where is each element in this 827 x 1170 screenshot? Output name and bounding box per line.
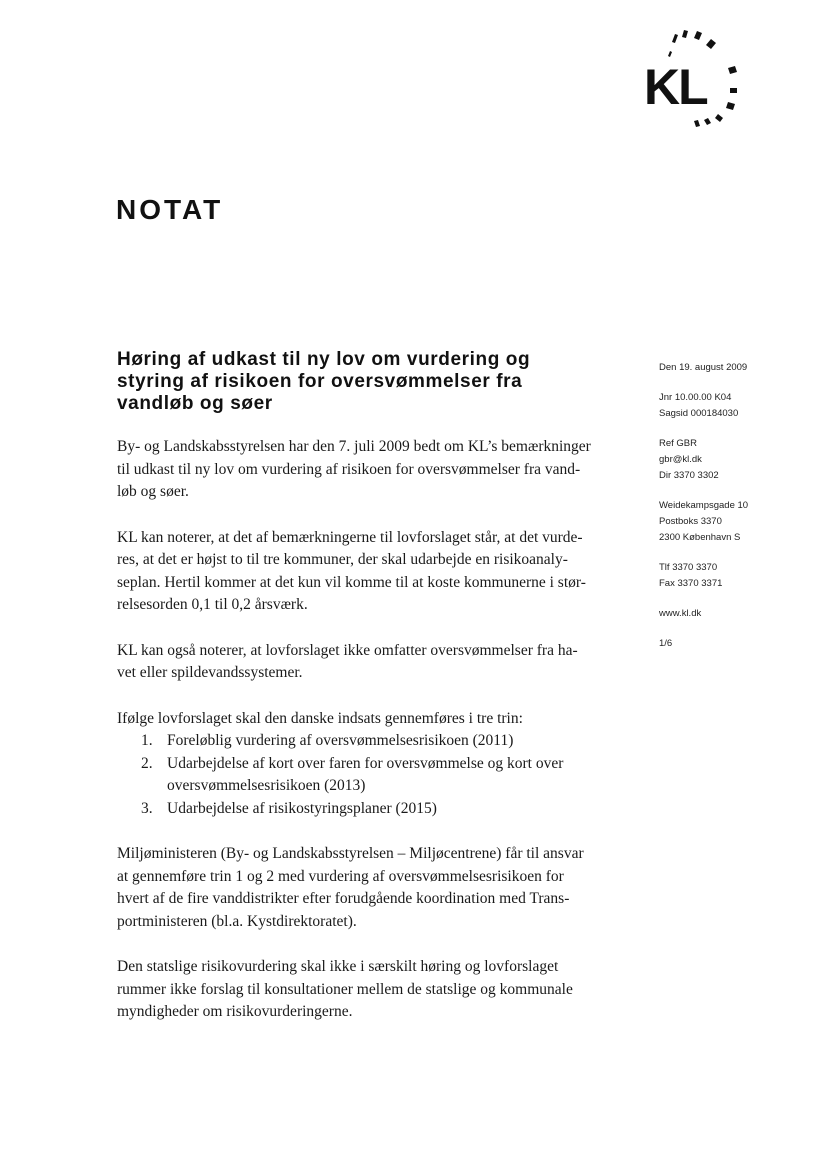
sidebar-metadata (659, 360, 799, 666)
list-item-number: 2. (141, 754, 153, 772)
paragraph-line: Ifølge lovforslaget skal den danske indsats gennemføres i tre trin: (117, 709, 523, 727)
street: Weidekampsgade 10 (659, 500, 749, 511)
paragraph (117, 640, 637, 685)
paragraph-line: til udkast til ny lov om vurdering af risikoen for oversvømmelser fra vand- (117, 460, 581, 478)
paragraph-line: løb og søer. (117, 483, 189, 500)
list-item (117, 798, 637, 821)
direct-phone: Dir 3370 3302 (659, 470, 719, 481)
heading-line: Høring af udkast til ny lov om vurdering og (117, 349, 531, 370)
list-item-text: Udarbejdelse af risikostyringsplaner (2015) (167, 799, 437, 817)
steps-intro (117, 708, 637, 731)
paragraph-line: By- og Landskabsstyrelsen har den 7. juli 2009 bedt om KL’s bemærkninger (117, 438, 591, 455)
paragraph (117, 843, 637, 933)
website: www.kl.dk (659, 608, 702, 619)
kl-logo (640, 28, 750, 133)
paragraph-line: Miljøministeren (By- og Landskabsstyrelsen – Miljøcentrene) får til ansvar (117, 845, 584, 862)
postbox: Postboks 3370 (659, 516, 722, 527)
paragraph (117, 527, 637, 617)
phone: Tlf 3370 3370 (659, 562, 718, 573)
reference: Ref GBR (659, 438, 698, 449)
heading-line: styring af risikoen for oversvømmelser fra (117, 371, 523, 392)
document-date: Den 19. august 2009 (659, 362, 748, 373)
address (659, 498, 799, 546)
list-item-number: 3. (141, 799, 153, 817)
paragraph-line: rummer ikke forslag til konsultationer mellem de statslige og kommunale (117, 980, 573, 998)
document-body (117, 436, 637, 1047)
paragraph-line: KL kan også noterer, at lovforslaget ikke omfatter oversvømmelser fra ha- (117, 641, 578, 659)
kl-logo-text: KL (644, 59, 707, 115)
email: gbr@kl.dk (659, 454, 702, 465)
document-heading (117, 349, 627, 415)
heading-line: vandløb og søer (117, 393, 273, 414)
paragraph-line: Den statslige risikovurdering skal ikke i særskilt høring og lovforslaget (117, 958, 559, 975)
paragraph-line: portministeren (bl.a. Kystdirektoratet). (117, 912, 357, 930)
paragraph-line: relsesorden 0,1 til 0,2 årsværk. (117, 596, 308, 613)
paragraph-line: seplan. Hertil kommer at det kun vil komme til at koste kommunerne i stør- (117, 573, 586, 591)
list-item-text: oversvømmelsesrisikoen (2013) (167, 777, 366, 794)
paragraph-line: res, at det er højst to til tre kommuner, der skal udarbejde en risikoanaly- (117, 551, 568, 568)
contact-person (659, 436, 799, 484)
list-item (117, 730, 637, 753)
city: 2300 København S (659, 532, 741, 543)
paragraph-line: myndigheder om risikovurderingerne. (117, 1003, 353, 1020)
list-item (117, 753, 637, 798)
paragraph-line: at gennemføre trin 1 og 2 med vurdering af oversvømmelsesrisikoen for (117, 867, 564, 885)
paragraph (117, 956, 637, 1024)
paragraph-line: vet eller spildevandssystemer. (117, 664, 303, 681)
paragraph-line: hvert af de fire vanddistrikter efter forudgående koordination med Trans- (117, 890, 570, 907)
phone-group (659, 560, 799, 592)
paragraph (117, 436, 637, 504)
web-group (659, 606, 799, 622)
journal-number: Jnr 10.00.00 K04 (659, 392, 732, 403)
date-group (659, 360, 799, 376)
paragraph-line: KL kan noterer, at det af bemærkningerne til lovforslaget står, at det vurde- (117, 528, 583, 546)
document-type: NOTAT (116, 194, 224, 225)
steps-list (117, 730, 637, 820)
fax: Fax 3370 3371 (659, 578, 723, 589)
reference-numbers (659, 390, 799, 422)
list-item-text: Foreløblig vurdering af oversvømmelsesrisikoen (2011) (167, 732, 514, 749)
page-number: 1/6 (659, 638, 673, 649)
page-group (659, 636, 799, 652)
case-id: Sagsid 000184030 (659, 408, 739, 419)
list-item-number: 1. (141, 732, 153, 749)
list-item-text: Udarbejdelse af kort over faren for oversvømmelse og kort over (167, 754, 564, 772)
